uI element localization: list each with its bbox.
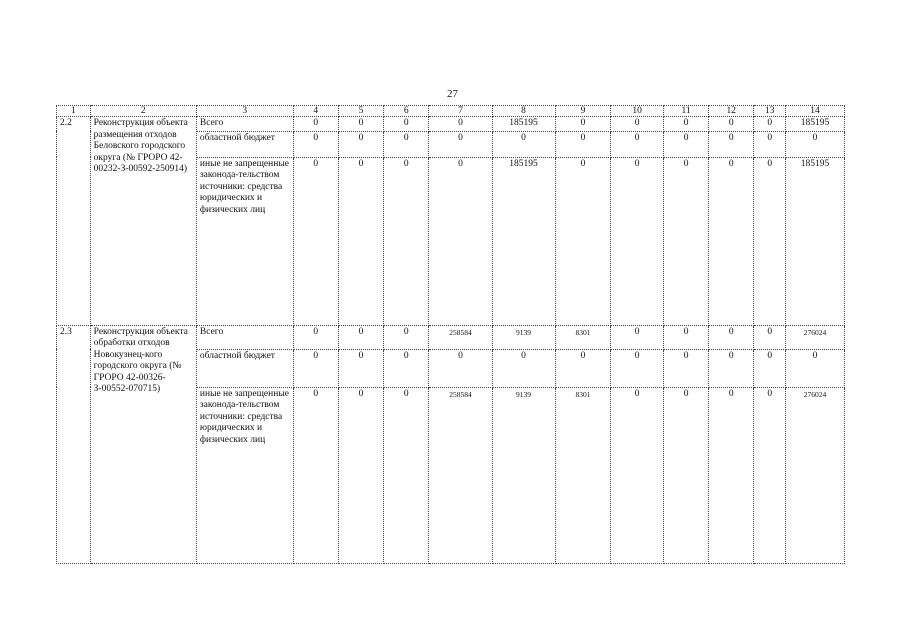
value-cell: 0 bbox=[338, 325, 383, 349]
value-cell: 0 bbox=[338, 387, 383, 563]
value-cell: 0 bbox=[293, 387, 338, 563]
value-cell: 0 bbox=[293, 349, 338, 387]
value-cell: 0 bbox=[754, 349, 786, 387]
value-cell: 0 bbox=[709, 325, 754, 349]
value-cell: 0 bbox=[663, 387, 708, 563]
value-cell: 0 bbox=[709, 117, 754, 132]
column-number: 12 bbox=[709, 106, 754, 117]
funding-source: областной бюджет bbox=[196, 131, 293, 157]
value-cell: 0 bbox=[429, 349, 492, 387]
value-cell: 185195 bbox=[492, 157, 555, 325]
value-cell: 0 bbox=[384, 117, 429, 132]
value-cell: 0 bbox=[611, 387, 664, 563]
value-cell: 185195 bbox=[785, 157, 844, 325]
value-cell: 185195 bbox=[785, 117, 844, 132]
column-number: 7 bbox=[429, 106, 492, 117]
value-cell: 258584 bbox=[429, 387, 492, 563]
value-cell: 0 bbox=[754, 325, 786, 349]
value-cell: 0 bbox=[429, 157, 492, 325]
value-cell: 0 bbox=[709, 387, 754, 563]
funding-source: Всего bbox=[196, 325, 293, 349]
value-cell: 0 bbox=[611, 157, 664, 325]
value-cell: 0 bbox=[663, 325, 708, 349]
column-number: 11 bbox=[663, 106, 708, 117]
table-row bbox=[57, 325, 845, 349]
value-cell: 0 bbox=[785, 131, 844, 157]
value-cell: 0 bbox=[338, 157, 383, 325]
value-cell: 0 bbox=[384, 131, 429, 157]
value-cell: 0 bbox=[293, 117, 338, 132]
value-cell: 0 bbox=[429, 131, 492, 157]
funding-source: Всего bbox=[196, 117, 293, 132]
value-cell: 0 bbox=[754, 157, 786, 325]
section-name: Реконструкция объекта размещения отходов Беловского городского округа (№ ГРОРО 42-00232-З-00592-250914) bbox=[90, 117, 196, 326]
value-cell: 0 bbox=[555, 349, 611, 387]
value-cell: 0 bbox=[709, 131, 754, 157]
value-cell: 0 bbox=[338, 349, 383, 387]
value-cell: 0 bbox=[555, 117, 611, 132]
value-cell: 0 bbox=[429, 117, 492, 132]
table-row bbox=[57, 117, 845, 132]
funding-source: областной бюджет bbox=[196, 349, 293, 387]
value-cell: 0 bbox=[754, 131, 786, 157]
value-cell: 9139 bbox=[492, 387, 555, 563]
section-name: Реконструкция объекта обработки отходов Новокузнец-кого городского округа (№ ГРОРО 42-00326-З-00552-070715) bbox=[90, 325, 196, 563]
funding-source: иные не запрещенные законода-тельством источники: средства юридических и физических лиц bbox=[196, 157, 293, 325]
column-number: 14 bbox=[785, 106, 844, 117]
value-cell: 0 bbox=[555, 157, 611, 325]
funding-table bbox=[56, 105, 845, 564]
value-cell: 0 bbox=[492, 349, 555, 387]
value-cell: 0 bbox=[785, 349, 844, 387]
value-cell: 0 bbox=[611, 325, 664, 349]
section-id: 2.3 bbox=[57, 325, 91, 563]
table-body bbox=[57, 106, 845, 564]
section-id: 2.2 bbox=[57, 117, 91, 326]
value-cell: 0 bbox=[384, 157, 429, 325]
value-cell: 0 bbox=[338, 131, 383, 157]
value-cell: 185195 bbox=[492, 117, 555, 132]
value-cell: 0 bbox=[663, 157, 708, 325]
column-number: 8 bbox=[492, 106, 555, 117]
value-cell: 0 bbox=[384, 325, 429, 349]
value-cell: 0 bbox=[754, 387, 786, 563]
value-cell: 0 bbox=[709, 157, 754, 325]
value-cell: 0 bbox=[338, 117, 383, 132]
column-number: 6 bbox=[384, 106, 429, 117]
value-cell: 276024 bbox=[785, 387, 844, 563]
value-cell: 0 bbox=[293, 325, 338, 349]
page-number: 27 bbox=[447, 88, 458, 100]
column-number: 1 bbox=[57, 106, 91, 117]
value-cell: 276024 bbox=[785, 325, 844, 349]
value-cell: 8301 bbox=[555, 325, 611, 349]
column-number: 5 bbox=[338, 106, 383, 117]
column-number: 2 bbox=[90, 106, 196, 117]
value-cell: 9139 bbox=[492, 325, 555, 349]
funding-source: иные не запрещенные законода-тельством источники: средства юридических и физических лиц bbox=[196, 387, 293, 563]
column-number: 9 bbox=[555, 106, 611, 117]
value-cell: 0 bbox=[384, 349, 429, 387]
value-cell: 0 bbox=[663, 117, 708, 132]
value-cell: 0 bbox=[611, 117, 664, 132]
column-number: 10 bbox=[611, 106, 664, 117]
value-cell: 0 bbox=[663, 349, 708, 387]
column-number-row bbox=[57, 106, 845, 117]
value-cell: 0 bbox=[492, 131, 555, 157]
value-cell: 258584 bbox=[429, 325, 492, 349]
value-cell: 0 bbox=[293, 157, 338, 325]
value-cell: 0 bbox=[709, 349, 754, 387]
column-number: 4 bbox=[293, 106, 338, 117]
value-cell: 0 bbox=[293, 131, 338, 157]
value-cell: 8301 bbox=[555, 387, 611, 563]
column-number: 3 bbox=[196, 106, 293, 117]
value-cell: 0 bbox=[663, 131, 708, 157]
value-cell: 0 bbox=[611, 131, 664, 157]
value-cell: 0 bbox=[754, 117, 786, 132]
value-cell: 0 bbox=[611, 349, 664, 387]
column-number: 13 bbox=[754, 106, 786, 117]
value-cell: 0 bbox=[384, 387, 429, 563]
value-cell: 0 bbox=[555, 131, 611, 157]
